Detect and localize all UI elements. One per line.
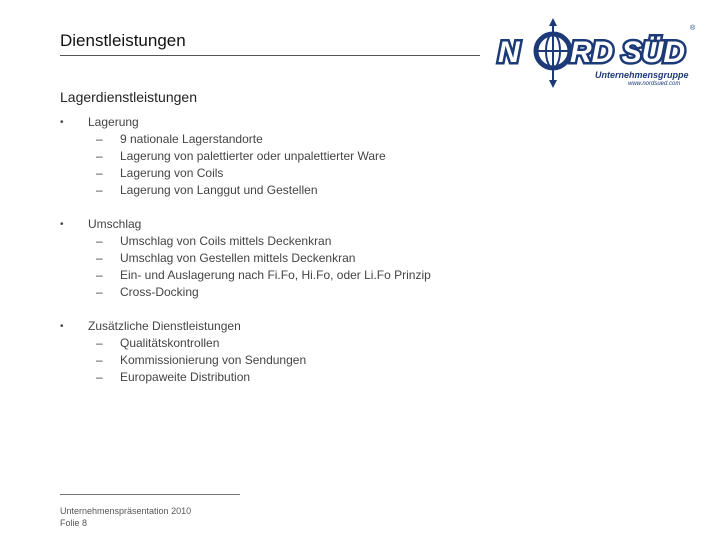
- bullet-list: [60, 114, 480, 403]
- dash-icon: –: [96, 336, 103, 350]
- bullet-group-lagerung: [60, 114, 480, 199]
- title-divider: [60, 55, 480, 56]
- sub-item: [60, 233, 480, 250]
- dash-icon: –: [96, 370, 103, 384]
- sub-item-text: Umschlag von Gestellen mittels Deckenkran: [120, 251, 356, 265]
- sub-item-text: Europaweite Distribution: [120, 370, 251, 384]
- sub-item: [60, 182, 480, 199]
- registered-mark: ®: [690, 25, 696, 32]
- sub-item: [60, 352, 480, 369]
- sub-item-text: Kommissionierung von Sendungen: [120, 353, 307, 367]
- svg-text:RD SÜD: RD SÜD: [570, 36, 686, 69]
- dash-icon: –: [96, 166, 103, 180]
- bullet-group-zusatz: [60, 318, 480, 386]
- dash-icon: –: [96, 149, 103, 163]
- sub-item: [60, 165, 480, 182]
- footer-slide-number: Folie 8: [60, 518, 88, 528]
- bullet-icon: •: [60, 321, 64, 332]
- sub-item-text: 9 nationale Lagerstandorte: [120, 132, 263, 146]
- footer-divider: [60, 494, 240, 495]
- sub-item: [60, 335, 480, 352]
- sub-item-text: Cross-Docking: [120, 285, 199, 299]
- sub-item: [60, 284, 480, 301]
- dash-icon: –: [96, 234, 103, 248]
- dash-icon: –: [96, 353, 103, 367]
- sub-item: [60, 131, 480, 148]
- dash-icon: –: [96, 251, 103, 265]
- dash-icon: –: [96, 132, 103, 146]
- sub-item-text: Lagerung von Coils: [120, 166, 224, 180]
- sub-item: [60, 148, 480, 165]
- sub-item-text: Lagerung von Langgut und Gestellen: [120, 183, 318, 197]
- globe-icon: [536, 18, 570, 88]
- footer: [60, 505, 191, 529]
- sub-item: [60, 250, 480, 267]
- sub-item: [60, 267, 480, 284]
- bullet-item: [60, 216, 480, 233]
- logo-wordmark: [498, 36, 685, 69]
- sub-item-text: Umschlag von Coils mittels Deckenkran: [120, 234, 332, 248]
- dash-icon: –: [96, 183, 103, 197]
- dash-icon: –: [96, 268, 103, 282]
- bullet-group-umschlag: [60, 216, 480, 301]
- sub-item-text: Lagerung von palettierter oder unpalettierter Ware: [120, 149, 386, 163]
- section-heading: Lagerdienstleistungen: [60, 89, 197, 105]
- slide-title: Dienstleistungen: [60, 31, 186, 50]
- sub-item-text: Qualitätskontrollen: [120, 336, 220, 350]
- footer-presentation-title: Unternehmenspräsentation 2010: [60, 506, 192, 516]
- sub-item: [60, 369, 480, 386]
- bullet-label: Umschlag: [88, 217, 142, 231]
- logo-url: www.nordsued.com: [628, 81, 681, 87]
- bullet-label: Lagerung: [88, 115, 139, 129]
- svg-text:N: N: [498, 36, 520, 69]
- bullet-item: [60, 114, 480, 131]
- logo-subtitle: Unternehmensgruppe: [595, 70, 689, 80]
- bullet-item: [60, 318, 480, 335]
- dash-icon: –: [96, 285, 103, 299]
- bullet-label: Zusätzliche Dienstleistungen: [88, 319, 241, 333]
- bullet-icon: •: [60, 219, 64, 230]
- bullet-icon: •: [60, 117, 64, 128]
- sub-item-text: Ein- und Auslagerung nach Fi.Fo, Hi.Fo, oder Li.Fo Prinzip: [120, 268, 431, 282]
